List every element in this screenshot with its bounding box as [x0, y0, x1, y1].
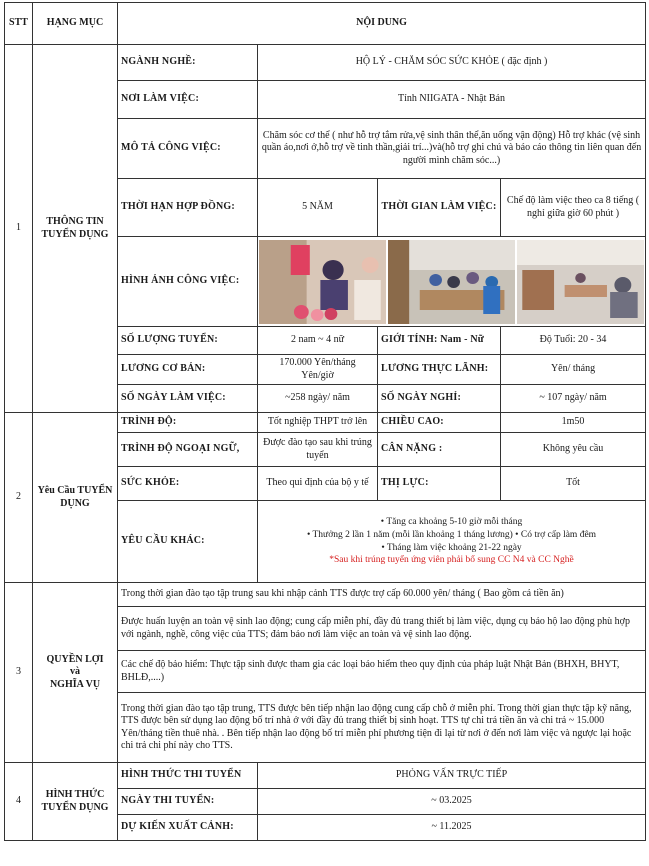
label-gioi-tinh: GIỚI TÍNH: Nam - Nữ	[378, 327, 501, 355]
label-nganh-nghe: NGÀNH NGHỀ:	[118, 45, 258, 81]
label-thoi-gian: THỜI GIAN LÀM VIỆC:	[378, 179, 501, 237]
header-category: HẠNG MỤC	[33, 3, 118, 45]
label-chieu-cao: CHIỀU CAO:	[378, 413, 501, 433]
table-row	[5, 583, 646, 607]
label-suc-khoe: SỨC KHỎE:	[118, 467, 258, 501]
label-noi-lam-viec: NƠI LÀM VIỆC:	[118, 81, 258, 119]
luong-co-ban-line1: 170.000 Yên/tháng	[279, 357, 356, 368]
list-item: • Tháng làm việc khoảng 21-22 ngày	[381, 542, 522, 553]
value-thi-luc: Tốt	[501, 467, 646, 501]
label-so-luong: SỐ LƯỢNG TUYỂN:	[118, 327, 258, 355]
benefit-1: Trong thời gian đào tạo tập trung sau khi nhập cảnh TTS được trợ cấp 60.000 yên/ tháng ( Bao gồm cả tiền ăn)	[118, 583, 646, 607]
label-so-ngay-nghi: SỐ NGÀY NGHỈ:	[378, 385, 501, 413]
value-trinh-do: Tốt nghiệp THPT trở lên	[258, 413, 378, 433]
value-so-ngay-nghi: ~ 107 ngày/ năm	[501, 385, 646, 413]
section-3-title-line1: QUYỀN LỢI	[46, 653, 104, 665]
benefit-2: Được huấn luyện an toàn vệ sinh lao động; cung cấp miễn phí, đầy đủ trang thiết bị làm việc, dụng cụ bảo hộ lao động phù hợp với ngành, nghề, công việc của TTS; đảm bảo nơi làm việc an toàn và vệ sinh lao động.	[118, 607, 646, 651]
work-photos	[258, 237, 646, 327]
value-do-tuoi: Độ Tuổi: 20 - 34	[501, 327, 646, 355]
value-yeu-cau-khac	[258, 501, 646, 583]
work-photo-1	[259, 240, 386, 324]
section-1-number: 1	[5, 45, 33, 413]
value-so-luong: 2 nam ~ 4 nữ	[258, 327, 378, 355]
value-xuat-canh: ~ 11.2025	[258, 815, 646, 841]
section-2-number: 2	[5, 413, 33, 583]
label-thoi-han: THỜI HẠN HỢP ĐỒNG:	[118, 179, 258, 237]
section-4-title: HÌNH THỨC TUYỂN DỤNG	[33, 763, 118, 841]
value-suc-khoe: Theo qui định của bộ y tế	[258, 467, 378, 501]
work-photo-2	[388, 240, 515, 324]
value-ngay-thi: ~ 03.2025	[258, 789, 646, 815]
list-item: • Tăng ca khoảng 5-10 giờ mỗi tháng	[380, 516, 523, 527]
label-so-ngay-lam: SỐ NGÀY LÀM VIỆC:	[118, 385, 258, 413]
section-2-title: Yêu Cầu TUYỂN DỤNG	[33, 413, 118, 583]
label-mo-ta: MÔ TẢ CÔNG VIỆC:	[118, 119, 258, 179]
label-can-nang: CÂN NẶNG :	[378, 433, 501, 467]
header-content: NỘI DUNG	[118, 3, 646, 45]
value-luong-thuc-linh: Yên/ tháng	[501, 355, 646, 385]
label-xuat-canh: DỰ KIẾN XUẤT CẢNH:	[118, 815, 258, 841]
label-hinh-thuc: HÌNH THỨC THI TUYỂN	[118, 763, 258, 789]
value-chieu-cao: 1m50	[501, 413, 646, 433]
value-luong-co-ban	[258, 355, 378, 385]
value-ngoai-ngu: Được đào tạo sau khi trúng tuyển	[258, 433, 378, 467]
label-thi-luc: THỊ LỰC:	[378, 467, 501, 501]
label-hinh-anh: HÌNH ẢNH CÔNG VIỆC:	[118, 237, 258, 327]
value-can-nang: Không yêu cầu	[501, 433, 646, 467]
table-row	[5, 763, 646, 789]
section-3-title-line2: và	[70, 666, 80, 678]
section-3-title-line3: NGHĨA VỤ	[49, 678, 101, 690]
table-row	[5, 413, 646, 433]
note-bo-sung: *Sau khi trúng tuyển ứng viên phải bổ sung CC N4 và CC Nghề	[329, 555, 574, 566]
list-item: • Thưởng 2 lần 1 năm (mỗi lần khoảng 1 tháng lương) • Có trợ cấp làm đêm	[306, 529, 597, 540]
value-thoi-gian: Chế độ làm việc theo ca 8 tiếng ( nghỉ giữa giờ 60 phút )	[501, 179, 646, 237]
section-3-number: 3	[5, 583, 33, 763]
value-nganh-nghe: HỘ LÝ - CHĂM SÓC SỨC KHỎE ( đặc định )	[258, 45, 646, 81]
table-header-row	[5, 3, 646, 45]
label-ngoai-ngu: TRÌNH ĐỘ NGOẠI NGỮ,	[118, 433, 258, 467]
value-hinh-thuc: PHỎNG VẤN TRỰC TIẾP	[258, 763, 646, 789]
label-luong-thuc-linh: LƯƠNG THỰC LÃNH:	[378, 355, 501, 385]
value-noi-lam-viec: Tỉnh NIIGATA - Nhật Bản	[258, 81, 646, 119]
luong-co-ban-line2: Yên/giờ	[301, 369, 334, 381]
label-yeu-cau-khac: YÊU CẦU KHÁC:	[118, 501, 258, 583]
header-stt: STT	[5, 3, 33, 45]
label-luong-co-ban: LƯƠNG CƠ BẢN:	[118, 355, 258, 385]
section-3-title	[33, 583, 118, 763]
benefit-4: Trong thời gian đào tạo tập trung, TTS được bên tiếp nhận lao động cung cấp chỗ ở miễn phí. Trong thời gian thực tập kỹ năng, TTS được bên sử dụng lao động bố trí nhà ở với đầy đủ trang thiết bị sinh hoạt. TTS tự chi trả tiền ăn và chi trả ~ 15.000 Yên/tháng tiền thuê nhà. . Bên tiếp nhận lao động bố trí miễn phí phương tiện đi lại từ nơi ở đến nơi làm việc và ngược lại hoặc chi trả chi phí này cho TTS.	[118, 693, 646, 763]
benefit-3: Các chế độ bảo hiểm: Thực tập sinh được tham gia các loại bảo hiểm theo quy định của pháp luật Nhật Bản (BHXH, BHYT, BHLĐ,....)	[118, 651, 646, 693]
label-ngay-thi: NGÀY THI TUYỂN:	[118, 789, 258, 815]
value-thoi-han: 5 NĂM	[258, 179, 378, 237]
section-1-title: THÔNG TIN TUYỂN DỤNG	[33, 45, 118, 413]
work-photo-3	[517, 240, 644, 324]
label-trinh-do: TRÌNH ĐỘ:	[118, 413, 258, 433]
recruitment-table	[4, 2, 646, 841]
section-4-number: 4	[5, 763, 33, 841]
value-so-ngay-lam: ~258 ngày/ năm	[258, 385, 378, 413]
table-row	[5, 45, 646, 81]
value-mo-ta: Chăm sóc cơ thể ( như hỗ trợ tắm rửa,vệ sinh thân thể,ăn uống vận động) Hỗ trợ khác (vệ sinh quần áo,nơi ở,hỗ trợ về tinh thần,giải trí...)và(hỗ trợ ghi chú và báo cáo thông tin liên quan đến người mình chăm sóc...)	[258, 119, 646, 179]
